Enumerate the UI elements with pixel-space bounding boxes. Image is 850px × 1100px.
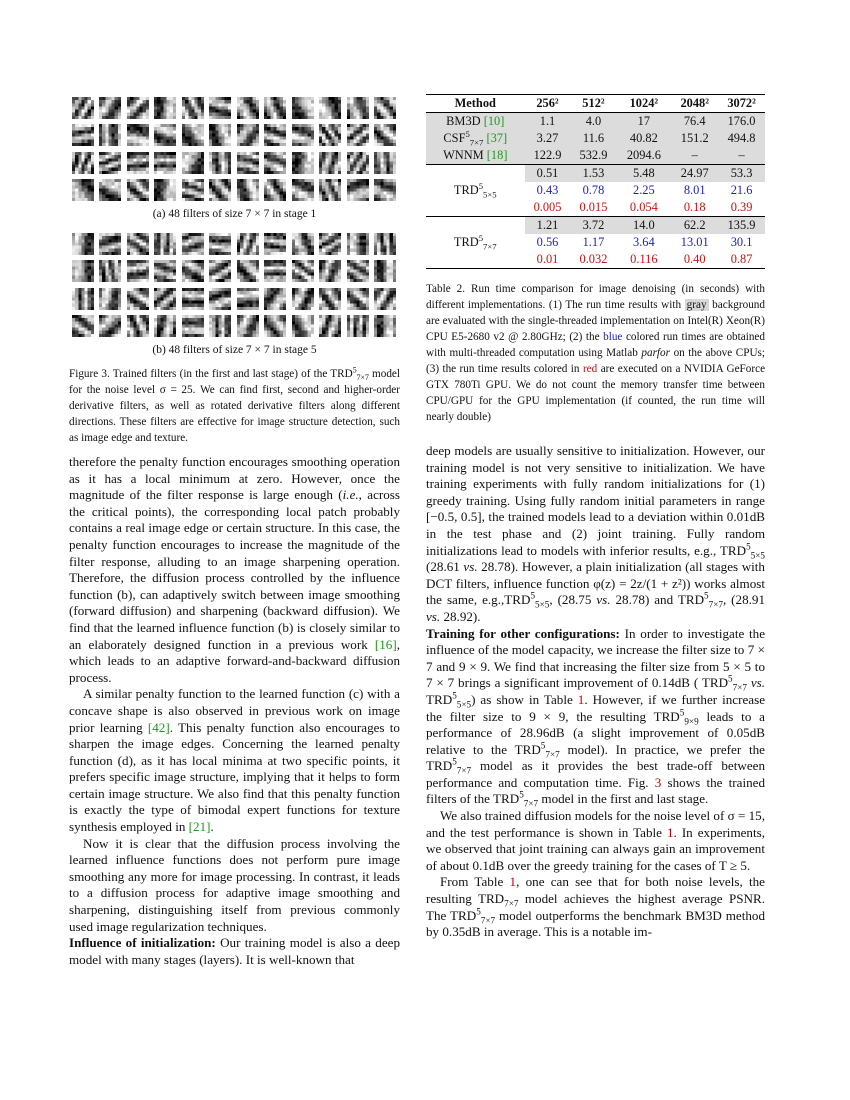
text: We also trained diffusion models for the noise level of σ = 15, and the test performance is shown in Table: [426, 808, 765, 840]
filter-thumbnail: [262, 313, 290, 341]
filter-thumbnail: [152, 177, 180, 205]
table-cell: 1.53: [570, 165, 616, 183]
table-cell: 0.56: [536, 235, 559, 249]
filter-thumbnail: [317, 230, 345, 258]
subcaption-b: (b) 48 filters of size 7 × 7 in stage 5: [152, 344, 317, 356]
filter-thumbnail: [344, 177, 372, 205]
filter-thumbnail: [207, 258, 235, 286]
text-italic: vs.: [463, 559, 478, 575]
paragraph: Now it is clear that the diffusion process involving the learned influence functions does not perform pure image smoothing any more for image processing. In contrast, it leads to a diffusion process for adaptive image smoothing and sharpening, distinguishing itself from previous commonly used image regularization techniques.: [69, 835, 400, 934]
math-sup: 5: [465, 128, 470, 139]
paragraph: [426, 808, 765, 874]
text: are executed on a NVIDIA GeForce GTX 780Ti GPU. We do not count the memory transfer time between CPU/GPU for the GPU implementation (if counted, the run time will nearly double): [426, 363, 766, 423]
table-cell: 0.032: [570, 251, 616, 269]
figure-ref-link[interactable]: 3: [654, 774, 662, 790]
table-cell: 53.3: [718, 165, 765, 183]
text: (28.61: [426, 559, 464, 575]
filter-thumbnail: [344, 94, 372, 122]
table-header: Method: [454, 96, 496, 110]
filter-thumbnail: [179, 230, 207, 258]
table-cell: 0.43: [536, 183, 559, 197]
figure-caption-lead: Figure 3. Trained filters (in the first and last stage) of the TRD: [69, 368, 353, 380]
filter-thumbnail: [69, 149, 97, 177]
filter-thumbnail: [152, 313, 180, 341]
citation-link[interactable]: [16]: [374, 636, 397, 652]
text-italic: vs.: [426, 608, 441, 624]
math-sup: 5: [478, 180, 484, 191]
math-sub: 7×7: [480, 915, 496, 926]
text: colored run times are obtained with multi-threaded computation using Matlab: [426, 331, 765, 359]
filter-thumbnail: [289, 177, 317, 205]
subcaption-a: (a) 48 filters of size 7 × 7 in stage 1: [152, 208, 317, 220]
math-sup: 5: [452, 756, 457, 767]
math-sup: 5: [478, 232, 484, 243]
filter-thumbnail: [317, 258, 345, 286]
figure-caption: [69, 366, 400, 446]
filter-thumbnail: [289, 285, 317, 313]
table-header: 2048²: [680, 96, 709, 110]
right-body-text: [426, 443, 765, 941]
filter-thumbnail: [124, 258, 152, 286]
text: deep models are usually sensitive to initialization. However, our training model is not very sensitive to initialization. We have training experiments with fully random initializations for (1) greedy training. Using fully random initial parameters in range [−0.5, 0.5], the trained models lead to a deviation within 0.01dB in the test phase and (2) joint training. Fully random initializations lead to models with inferior results, e.g., TRD: [426, 443, 765, 558]
text-red: red: [582, 363, 598, 375]
table-cell: 1.21: [525, 217, 571, 235]
table-cell: 151.2: [680, 131, 709, 145]
filter-thumbnail: [207, 94, 235, 122]
filter-thumbnail: [344, 285, 372, 313]
method-cell: [426, 113, 525, 131]
table-row: [426, 113, 765, 131]
filter-thumbnail: [234, 177, 262, 205]
math-sup: 5: [530, 590, 536, 601]
filter-thumbnail: [207, 122, 235, 150]
table-cell: 0.005: [533, 200, 562, 214]
table-cell: –: [691, 148, 698, 162]
table-cell: 0.01: [525, 251, 571, 269]
filter-thumbnail: [262, 122, 290, 150]
text-blue: blue: [603, 331, 623, 343]
math-sub: 7×7: [708, 599, 723, 610]
filter-thumbnail: [97, 258, 125, 286]
math-sub: 7×7: [483, 241, 497, 252]
text: leads to a performance of 28.96dB (a slight improvement of 0.05dB relative to the TRD: [426, 708, 765, 757]
table-cell: 0.18: [683, 200, 706, 214]
filter-thumbnail: [152, 230, 180, 258]
table-cell: 13.01: [680, 235, 709, 249]
text: model). In practice, we prefer the TRD: [426, 741, 765, 774]
text-italic: parfor: [641, 347, 670, 359]
text-italic: vs.: [596, 592, 611, 608]
filter-thumbnail: [372, 122, 400, 150]
table-cell: 14.0: [616, 217, 671, 235]
math-sub: 5×5: [483, 189, 497, 200]
filter-thumbnail: [97, 177, 125, 205]
filter-thumbnail: [69, 94, 97, 122]
text: TRD: [426, 691, 453, 707]
filter-thumbnail: [344, 258, 372, 286]
table-cell: 532.9: [579, 148, 608, 162]
filter-thumbnail: [234, 285, 262, 313]
filter-thumbnail: [97, 122, 125, 150]
citation-link[interactable]: [18]: [486, 148, 508, 162]
text-italic: i.e.: [342, 487, 359, 503]
table-cell: 62.2: [671, 217, 718, 235]
filter-thumbnail: [317, 285, 345, 313]
text: A similar penalty function to the learned function (c) with a concave shape is also observed in previous work on image prior learning: [69, 686, 400, 735]
filter-thumbnail: [344, 149, 372, 177]
table-cell: 40.82: [629, 131, 658, 145]
left-column: [69, 94, 400, 968]
filter-thumbnail: [372, 230, 400, 258]
text: on the above CPUs; (3) the run time results colored in: [426, 347, 766, 375]
filter-thumbnail: [372, 258, 400, 286]
filter-thumbnail: [124, 177, 152, 205]
text: . In experiments, we observed that joint training can always gain an improvement of about 0.1dB over the greedy training for the cases of T ≥ 5.: [426, 824, 765, 873]
filter-thumbnail: [262, 149, 290, 177]
filter-thumbnail: [152, 258, 180, 286]
text-italic: vs.: [750, 675, 765, 691]
text: From Table: [440, 874, 510, 890]
math-sup: 5: [704, 590, 709, 601]
math-sup: 5: [452, 690, 457, 701]
method-cell: [426, 130, 525, 147]
filter-thumbnail: [262, 230, 290, 258]
right-column: [426, 94, 765, 941]
table-row: [426, 147, 765, 165]
table-header: 1024²: [629, 96, 659, 110]
filter-thumbnail: [124, 94, 152, 122]
filter-thumbnail: [317, 149, 345, 177]
table-cell: 0.116: [616, 251, 671, 269]
paragraph: [69, 935, 400, 968]
table-cell: 0.015: [579, 200, 608, 214]
table-header: 3072²: [727, 96, 756, 110]
math-sub: 9×9: [684, 716, 699, 727]
filter-thumbnail: [97, 149, 125, 177]
table-cell: 21.6: [730, 183, 753, 197]
filter-thumbnail: [179, 177, 207, 205]
text: .: [210, 819, 214, 835]
method-cell: [426, 147, 525, 165]
filter-thumbnail: [234, 258, 262, 286]
filter-thumbnail: [179, 313, 207, 341]
method-name: TRD: [453, 183, 479, 197]
text: Table 2. Run time comparison for image denoising (in seconds) with different implementations. (1) The run time results with: [426, 283, 765, 311]
table-cell: 76.4: [683, 114, 706, 128]
math-sub: 5×5: [535, 599, 550, 610]
table-header-row: [426, 95, 765, 113]
text: background are evaluated with the single-threaded implementation on Intel(R) Xeon(R) CPU E5-2680 v2 @ 2.80GHz; (2) the: [426, 299, 765, 343]
filter-thumbnail: [317, 94, 345, 122]
table-cell: 135.9: [718, 217, 765, 235]
paragraph: [426, 626, 765, 809]
table-cell: 2.25: [633, 183, 655, 197]
table-ref-link[interactable]: 1: [577, 691, 585, 707]
filter-thumbnail: [207, 285, 235, 313]
table-cell: 17: [637, 114, 651, 128]
math-sup: 5: [540, 740, 546, 751]
filter-thumbnail: [179, 149, 207, 177]
table-cell: 3.72: [570, 217, 616, 235]
table-ref-link[interactable]: 1: [509, 874, 517, 890]
filter-thumbnail: [69, 230, 97, 258]
method-name: CSF: [443, 131, 466, 145]
text: ) as show in Table: [471, 691, 578, 707]
filter-thumbnail: [234, 149, 262, 177]
filter-thumbnail: [344, 122, 372, 150]
filter-thumbnail: [69, 177, 97, 205]
table-cell: 0.39: [730, 200, 753, 214]
filter-thumbnail: [289, 149, 317, 177]
text: therefore the penalty function encourages smoothing operation as it has a local minimum at zero. However, once the magnitude of the filter response is large enough (: [69, 454, 400, 503]
table-cell: 11.6: [582, 131, 605, 145]
table-ref-link[interactable]: 1: [667, 824, 674, 840]
math-sub: 7×7: [523, 799, 539, 810]
text: shows the trained filters of the TRD: [426, 774, 765, 807]
paragraph: [426, 874, 765, 940]
math-sup: 5: [476, 906, 481, 917]
table-header: 256²: [536, 96, 559, 110]
text: model as it provides the best trade-off between performance and computation time. Fig.: [426, 758, 765, 790]
filter-thumbnail: [317, 122, 345, 150]
math-sub: 7×7: [469, 137, 484, 148]
filter-thumbnail: [124, 122, 152, 150]
paragraph: [69, 686, 400, 835]
math-sub: 7×7: [456, 765, 472, 776]
filter-thumbnail: [344, 313, 372, 341]
filter-thumbnail: [179, 94, 207, 122]
left-body-text: [69, 454, 400, 968]
table-cell: 494.8: [727, 131, 756, 145]
text: , across the critical points), the corresponding local patch probably contains a real image edge or certain structure. In this case, the penalty function encourages to increase the magnitude of the filter response, alluding to an image sharpening operation. Therefore, the diffusion process controlled by the influence function (b), can adaptively switch between image smoothing (forward diffusion) and sharpening (backward diffusion). We find that the learned influence function (b) is closely similar to an elaborately designed function in a previous work: [69, 487, 400, 652]
filter-thumbnail: [372, 94, 400, 122]
text: model outperforms the benchmark BM3D method by 0.35dB in average. This is a notable im-: [426, 907, 765, 940]
text: , one can see that for both noise levels, the resulting TRD: [426, 874, 765, 907]
filter-thumbnail: [69, 285, 97, 313]
text: Our training model is also a deep model with many stages (layers). It is well-known that: [69, 935, 400, 967]
paragraph: [426, 443, 765, 626]
table-cell: 24.97: [671, 165, 718, 183]
filter-thumbnail: [124, 230, 152, 258]
filter-thumbnail: [207, 230, 235, 258]
filter-thumbnail: [289, 258, 317, 286]
filter-thumbnail: [372, 177, 400, 205]
filter-thumbnail: [207, 313, 235, 341]
math-sup: 5: [746, 541, 751, 552]
method-name: WNNM: [443, 148, 484, 162]
table-cell: 0.87: [718, 251, 765, 269]
filter-thumbnail: [289, 230, 317, 258]
filter-thumbnail: [317, 313, 345, 341]
math-sup: 5: [519, 790, 524, 801]
math-sub: 7×7: [356, 373, 369, 383]
paragraph-heading: Training for other configurations:: [426, 625, 620, 641]
filter-thumbnail: [152, 285, 180, 313]
filter-thumbnail: [234, 94, 262, 122]
table-cell: 122.9: [533, 148, 562, 162]
text: 28.92).: [440, 608, 481, 624]
filter-thumbnail: [97, 285, 125, 313]
figure-caption-rest: model for the noise level σ = 25. We can find first, second and higher-order derivative filters, as well as rotated derivative filters along different directions. These filters are effective for image structure detection, such as image edge and texture.: [69, 368, 401, 444]
text: 28.78). However, a plain initialization (all stages with DCT filters, influence function φ(z) = 2z/(1 + z²)) works almost the same, e.g.,TRD: [426, 559, 765, 608]
filter-thumbnail: [152, 149, 180, 177]
filter-thumbnail: [289, 94, 317, 122]
text: . This penalty function also encourages to sharpen the image edges. Concerning the learned penalty function (d), as it has local minima at two specific points, it prefers specific image structure, implying that it helps to form certain image structure. We also find that this penalty function is exactly the type of bimodal expert functions for texture synthesis employed in: [69, 719, 400, 835]
table-cell: 4.0: [585, 114, 602, 128]
text: 28.78) and TRD: [610, 592, 705, 608]
table-cell: 0.51: [525, 165, 571, 183]
table-cell: 8.01: [683, 183, 706, 197]
filter-thumbnail: [234, 122, 262, 150]
filter-thumbnail: [179, 122, 207, 150]
filter-thumbnail: [179, 285, 207, 313]
filter-thumbnail: [152, 122, 180, 150]
method-name: BM3D: [446, 114, 481, 128]
filter-thumbnail: [124, 313, 152, 341]
filter-thumbnail: [179, 258, 207, 286]
table-cell: 1.1: [539, 114, 556, 128]
paragraph: [69, 454, 400, 686]
filter-thumbnail: [234, 230, 262, 258]
table-row: [426, 165, 765, 183]
method-cell: [426, 165, 525, 217]
text: model achieves the highest average PSNR. The TRD: [426, 891, 765, 923]
filter-thumbnail: [372, 149, 400, 177]
filter-thumbnail: [69, 313, 97, 341]
filter-thumbnail: [317, 177, 345, 205]
table-row: [426, 217, 765, 235]
filter-thumbnail: [372, 285, 400, 313]
filter-grid-stage-1: [69, 94, 400, 204]
math-sup: 5: [728, 673, 733, 684]
text: , (28.91: [722, 592, 765, 608]
math-sub: 7×7: [732, 682, 747, 693]
runtime-table: [426, 94, 765, 269]
citation-link[interactable]: [42]: [147, 719, 170, 735]
filter-thumbnail: [262, 258, 290, 286]
math-sub: 5×5: [750, 550, 765, 561]
math-sub: 7×7: [504, 898, 519, 909]
filter-thumbnail: [262, 177, 290, 205]
text: . However, if we further increase the filter size to 9 × 9, the resulting TRD: [426, 691, 766, 724]
table-cell: 176.0: [727, 114, 756, 128]
table-cell: 0.054: [629, 200, 658, 214]
math-sub: 7×7: [545, 749, 560, 760]
citation-link[interactable]: [10]: [483, 114, 505, 128]
math-sup: 5: [352, 365, 357, 375]
filter-thumbnail: [69, 258, 97, 286]
citation-link[interactable]: [37]: [486, 131, 508, 145]
method-name: TRD: [453, 235, 479, 249]
filter-thumbnail: [289, 313, 317, 341]
filter-thumbnail: [97, 313, 125, 341]
text: In order to investigate the influence of the model capacity, we increase the filter size to 7 × 7 and 9 × 9. We find that increasing the filter size from 5 × 5 to 7 × 7 brings a significant improvement of 0.14dB ( TRD: [426, 625, 765, 691]
math-sup: 5: [679, 707, 685, 718]
table-cell: 1.17: [582, 235, 605, 249]
filter-thumbnail: [152, 94, 180, 122]
filter-thumbnail: [124, 149, 152, 177]
table-caption: [426, 281, 765, 425]
table-cell: 3.64: [633, 235, 655, 249]
table-cell: 30.1: [730, 235, 753, 249]
table-cell: 3.27: [536, 131, 559, 145]
text: , which leads to an adaptive forward-and-backward diffusion process.: [69, 636, 400, 685]
math-sub: 5×5: [456, 699, 472, 710]
text: , (28.75: [549, 592, 597, 608]
text-gray-highlight: gray: [686, 299, 707, 311]
text: model in the first and last stage.: [538, 791, 709, 807]
filter-thumbnail: [262, 285, 290, 313]
table-cell: –: [738, 148, 745, 162]
table-cell: 2094.6: [626, 148, 661, 162]
filter-grid-stage-5: [69, 230, 400, 340]
filter-thumbnail: [97, 230, 125, 258]
filter-thumbnail: [69, 122, 97, 150]
table-row: [426, 130, 765, 147]
paragraph-heading: Influence of initialization:: [69, 935, 216, 951]
table-cell: 5.48: [616, 165, 671, 183]
filter-thumbnail: [124, 285, 152, 313]
filter-thumbnail: [234, 313, 262, 341]
filter-thumbnail: [372, 313, 400, 341]
filter-thumbnail: [289, 122, 317, 150]
filter-thumbnail: [344, 230, 372, 258]
filter-thumbnail: [207, 177, 235, 205]
table-header: 512²: [582, 96, 605, 110]
filter-thumbnail: [97, 94, 125, 122]
method-cell: [426, 217, 525, 269]
filter-thumbnail: [207, 149, 235, 177]
table-cell: 0.78: [582, 183, 605, 197]
filter-thumbnail: [262, 94, 290, 122]
table-cell: 0.40: [671, 251, 718, 269]
citation-link[interactable]: [21]: [188, 819, 211, 835]
